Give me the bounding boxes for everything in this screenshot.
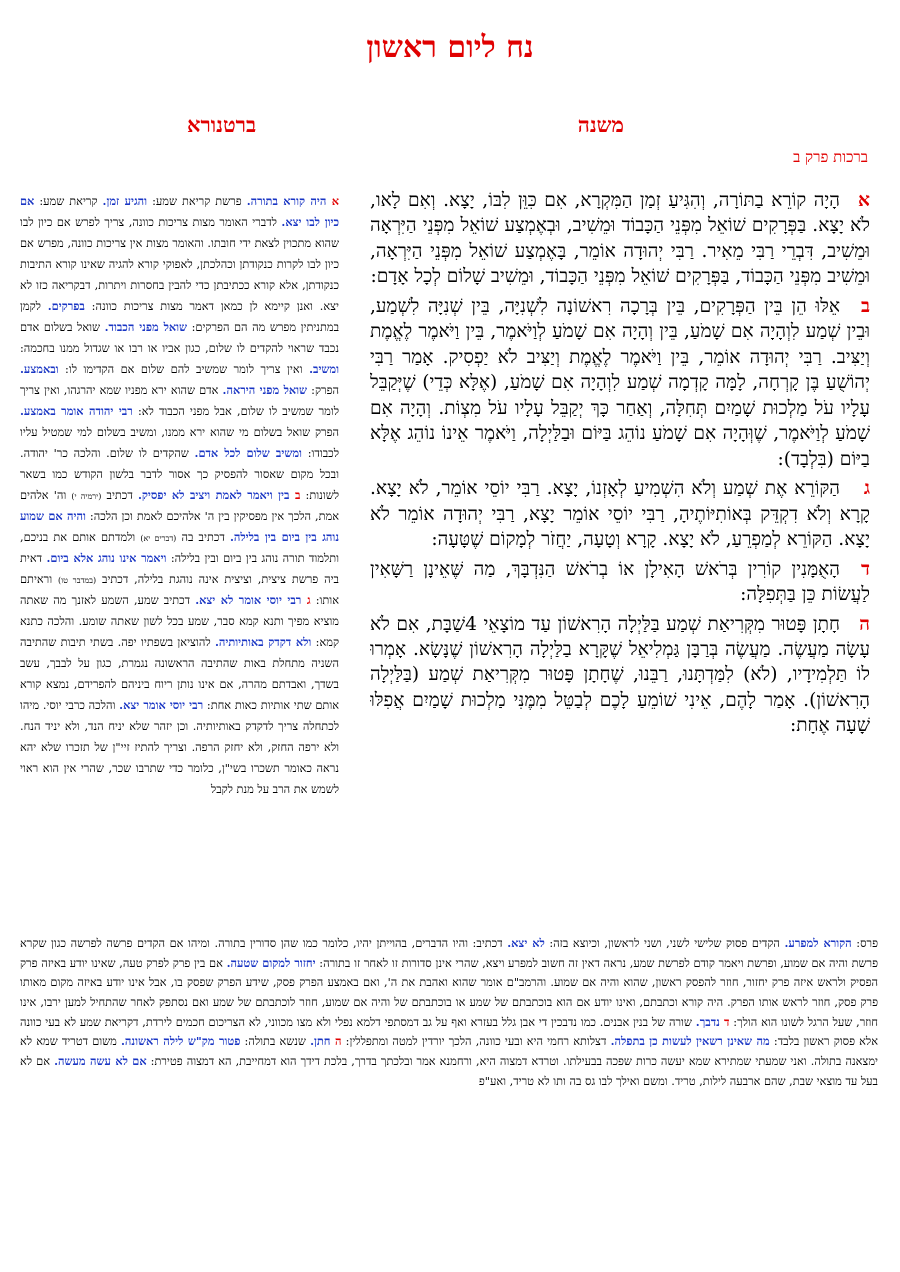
commentary-text: שנשא בתולה: [240,1035,311,1049]
dibbur-hamatchil: ויאמר אינו נוהג אלא ביום. [46,551,167,565]
dibbur-hamatchil: רבי יוסי אומר יצא. [119,698,204,712]
commentary-text: הפרק שואל בשלום מי שהוא ירא ממנו, ומשיב בשלום למי שמטיל עליו לכבודו: [20,426,339,460]
dibbur-hamatchil: והגיע זמן. [102,194,148,208]
mishna-number: ב [289,488,301,502]
mishna-text-column [370,188,870,928]
dibbur-hamatchil: והיה אם שמוע נוהג בין ביום בין בלילה. [20,509,339,544]
mishna-text: חָתָן פָּטוּר מִקְּרִיאַת שְׁמַע בַּלַּיְלָה הָרִאשׁוֹן עַד מוֹצָאֵי 4שַׁבָּת, אִם לֹא עָשָׂה מַעֲשֶׂה. מַעֲשֶׂה בְּרַבָּן גַּמְלִיאֵל שֶׁקָּרָא בַלַּיְלָה הָרִאשׁוֹן שֶׁנָּשָׂא. אָמְרוּ לוֹ תַּלְמִידָיו, (לֹא) לִמַּדְתָּנוּ, רַבֵּנוּ, שֶׁחָתָן פָּטוּר מִקְּרִיאַת שְׁמַע (בַּלַּיְלָה הָרִאשׁוֹן). אָמַר לָהֶם, אֵינִי שׁוֹמֵעַ לָכֶם לְבַטֵּל מִמֶּנִּי מַלְכוּת שָׁמַיִם אֲפִלּוּ שָׁעָה אֶחָת: [370,613,870,737]
dibbur-hamatchil: הקורא למפרע. [784,936,852,950]
source-citation: (ירמיה י) [71,492,102,501]
commentary-text: דצלותא רחמי היא ובעי כוונה, הלכך יורדין למטה ומתפללין: [341,1035,611,1049]
mishna-paragraph [370,188,870,290]
commentary-text: דכתיב בה [176,531,230,544]
commentary-text: להוציאן בשפתיו יפה. בשתי תיבות שהתיבה השניה מתחלת באות שהתיבה הראשונה נגמרת, כגון על לבבך, עשב בשדך, ואבדתם מהרה, אם אינו נותן ריוח ביניהם להפרידם, נמצא קורא אותם שתי אותיות כאות אחת: [20,636,339,712]
dibbur-hamatchil: שואל מפני היראה. [222,383,308,397]
source-citation: (דברים יא) [140,534,177,543]
commentary-text: פרשת קריאת שמע: [147,195,247,208]
commentary-text: פרס: [851,937,878,950]
dibbur-hamatchil: אם לא עשה מעשה. [54,1053,147,1068]
dibbur-hamatchil: ולא דקדק באותיותיה. [214,635,312,649]
commentary-text: ואין צריך לומר שמשיב להם שלום אם הקדימו לו: [58,363,310,376]
dibbur-hamatchil: היה קורא בתורה. [246,194,327,208]
mishna-heading: משנה [577,112,624,137]
dibbur-hamatchil: ובאמצע. [20,362,59,376]
mishna-number: ד [861,558,870,580]
dibbur-hamatchil: רבי יהודה אומר באמצע. [20,404,133,418]
commentary-text: וה' אלהים אמת, הלכך אין מפסיקין בין ה' אלהיכם לאמת וכן הלכה: [20,489,339,523]
commentary-text: שהקדים לו שלום. והלכה כר' יהודה. ובכל מקום שאסור להפסיק כך אסור לדבר בלשון הקודש כמו בשאר לשונות: [20,447,339,502]
dibbur-hamatchil: ומשיב. [309,362,339,376]
bartenura-continuation-text [20,934,878,1091]
dibbur-hamatchil: ומשיב שלום לכל אדם. [194,446,302,460]
commentary-text: שואל בשלום אדם נכבד שראוי להקדים לו שלום, כגון אביו או רבו או שגדול ממנו בחכמה: [20,321,339,355]
dibbur-hamatchil: חתן. [310,1034,331,1049]
dibbur-hamatchil: בין ויאמר לאמת ויציב לא יפסיק. [137,488,290,502]
dibbur-hamatchil: יחזור למקום שטעה. [226,955,316,970]
commentary-text: לקמן במתניתין מפרש מה הם הפרקים: [20,300,339,334]
dibbur-hamatchil: רבי יוסי אומר לא יצא. [195,593,302,607]
mishna-number: ג [863,478,870,500]
dibbur-hamatchil: אם כיון לבו יצא. [20,194,339,229]
commentary-text: אם לא בעל עד מוצאי שבת, שהם ארבעה לילות, טריד. ומשם ואילך לבו גס בה ותו לא טריד, ואע"פ [20,1054,878,1088]
chapter-reference: ברכות פרק ב [793,148,868,166]
commentary-text: שורה של בנין אבנים. כמו נדבכין די אבן גלל בעזרא ואף על גב דמסתפי דלמא נפלי ולא מצו מכווני, לא הצריכום חכמים לירדת, דקריאת שמע לא בעי כוונה אלא פסוק ראשון בלבד: [20,1015,878,1049]
commentary-text: דכתיב [101,489,138,502]
mishna-number: ג [301,593,311,607]
dibbur-hamatchil: נדבך. [695,1014,720,1029]
dibbur-hamatchil: לא יצא. [507,936,545,950]
mishna-text: הָיָה קוֹרֵא בַתּוֹרָה, וְהִגִּיעַ זְמַן הַמִּקְרָא, אִם כִּוֵּן לִבּוֹ, יָצָא. וְאִם לָאו, לֹא יָצָא. בַּפְּרָקִים שׁוֹאֵל מִפְּנֵי הַכָּבוֹד וּמֵשִׁיב, וּבְאֶמְצַע שׁוֹאֵל מִפְּנֵי הַיִּרְאָה וּמֵשִׁיב, דִּבְרֵי רַבִּי מֵאִיר. רַבִּי יְהוּדָה אוֹמֵר, בָּאֶמְצַע שׁוֹאֵל מִפְּנֵי הַיִּרְאָה, וּמֵשִׁיב מִפְּנֵי הַכָּבוֹד, בַּפְּרָקִים שׁוֹאֵל מִפְּנֵי הַכָּבוֹד, וּמֵשִׁיב שָׁלוֹם לְכָל אָדָם: [370,190,870,288]
bartenura-commentary-continuation [20,934,878,1112]
commentary-text: הקדים פסוק שלישי לשני, ושני לראשון, וכיוצא בזה: [544,937,785,950]
dibbur-hamatchil: מה שאינן רשאין לעשות כן בתפלה. [610,1034,770,1049]
mishna-paragraph [370,476,870,552]
commentary-text: הפרק: [307,384,339,397]
commentary-text: אדם שהוא ירא מפניו שמא יהרגהו, ואין צריך לומר שמשיב לו שלום, אבל מפני הכבוד לא: [20,384,339,418]
mishna-paragraph [370,557,870,608]
mishna-number: א [858,190,870,211]
commentary-text: דכתיב שמע, השמע לאזנך מה שאתה מוציא מפיך ותנא קמא סבר, שמע בכל לשון שאתה שומע. והלכה כתנא קמא: [20,594,339,649]
commentary-text: וראיתם אותו: [20,573,339,607]
mishna-text: הָאֻמָּנִין קוֹרִין בְּרֹאשׁ הָאִילָן אוֹ בְרֹאשׁ הַנִּדְבָּךְ, מַה שֶּׁאֵינָן רַשָּׁאִין לַעֲשׂוֹת כֵּן בַּתְּפִלָּה: [370,558,870,606]
commentary-text: קריאת שמע: [34,195,103,208]
commentary-text: דכתיב: והיו הדברים, בהוייתן יהיו, כלומר כמו שהן סדורין בתורה. ומיהו אם הקדים פרשה לפרשה כגון שקרא פרשת והיה אם שמוע, ופרשת ויאמר קודם לפרשת שמע, נראה דאין זה חשוב למפרע ויצא, שהרי אינן סדורות זו לאחר זו בתורה: [20,937,878,970]
bartenura-commentary-text [20,191,339,800]
bartenura-commentary-column [20,191,339,931]
commentary-text: דאית ביה פרשת ציצית, וציצית אינה נוהגת בלילה, דכתיב [20,552,339,586]
mishna-text: אֵלּוּ הֵן בֵּין הַפְּרָקִים, בֵּין בְּרָכָה רִאשׁוֹנָה לִשְׁנִיָּה, בֵּין שְׁנִיָּה לִשְׁמַע, וּבֵין שְׁמַע לִוְהָיָה אִם שָׁמֹעַ, בֵּין וְהָיָה אִם שָׁמֹעַ לְוַיֹּאמֶר, בֵּין וַיֹּאמֶר לֶאֱמֶת וְיַצִּיב. רַבִּי יְהוּדָה אוֹמֵר, בֵּין וַיֹּאמֶר לֶאֱמֶת וְיַצִּיב לֹא יַפְסִיק. אָמַר רַבִּי יְהוֹשֻׁעַ בֶּן קָרְחָה, לָמָּה קָדְמָה שְׁמַע לִוְהָיָה אִם שָׁמֹעַ, (אֶלָּא כְּדֵי) שֶׁיְּקַבֵּל עָלָיו עֹל מַלְכוּת שָׁמַיִם תְּחִלָּה, וְאַחַר כָּךְ יְקַבֵּל עָלָיו עֹל מִצְוֹת. וְהָיָה אִם שָׁמֹעַ לְוַיֹּאמֶר, שֶׁוְּהָיָה אִם שָׁמֹעַ נוֹהֵג בַּיּוֹם וּבַלַּיְלָה, וַיֹּאמֶר אֵינוֹ נוֹהֵג אֶלָּא בַיּוֹם (בִּלְבָד): [370,295,870,470]
page-title: נח ליום ראשון [366,30,534,65]
dibbur-hamatchil: שואל מפני הכבוד. [104,320,188,334]
mishna-paragraph [370,294,870,472]
source-citation: (במדבר טו) [57,576,97,585]
mishna-number: ד [719,1014,730,1029]
mishna-paragraph [370,612,870,739]
dibbur-hamatchil: בפרקים. [47,299,85,313]
dibbur-hamatchil: פטור מק"ש לילה ראשונה. [121,1034,241,1049]
commentary-text: אם בין פרק לפרק טעה, שאינו יודע באיזה פרק הפסיק ולראש איזה פרק יחזור, חוזר להפסק ראשון, שהוא והיה אם שמוע. והרמב"ם אומר שהוא ואהבת את ה', ואם באמצע הפרק פסק, שידע הפרק שפסק בו, אבל אינו יודע באיזה מקום מאותו פרק פסק, חוזר לראש אותו הפרק. היה קורא וכתבתם, ואינו יודע אם הוא בוכתבתם של שמע או בוכתבתם של והיה אם שמוע, חוזר לוכתבתם של שמע ואם נסתפק לאחר שהתחיל למען ירבו, אינו חוזר, שעל הרגל לשונו הוא הולך: [20,956,878,1029]
commentary-text: ולמדתם אותם את בניכם, ותלמוד תורה נוהג בין ביום ובין בלילה: [20,531,339,565]
mishna-number: א [326,194,339,208]
mishna-number: ה [859,613,870,635]
mishna-text: הַקּוֹרֵא אֶת שְׁמַע וְלֹא הִשְׁמִיעַ לְאָזְנוֹ, יָצָא. רַבִּי יוֹסֵי אוֹמֵר, לֹא יָצָא. קָרָא וְלֹא דִקְדֵּק בְּאוֹתִיּוֹתֶיהָ, רַבִּי יוֹסֵי אוֹמֵר יָצָא, רַבִּי יְהוּדָה אוֹמֵר לֹא יָצָא. הַקּוֹרֵא לְמַפְרֵעַ, לֹא יָצָא. קָרָא וְטָעָה, יַחֲזֹר לְמָקוֹם שֶׁטָּעָה: [370,478,870,551]
commentary-text: משום דטריד שמא לא ימצאנה בתולה. ואני שמעתי שמתירא שמא יעשה כרות שפכה בבעילתו. וטרדא דמצוה היא, ורחמנא אמר ובלכתך בדרך, בלכת דידך הוא דמחייבת, הא דמצוה פטירת: [20,1035,878,1068]
bartenura-heading: ברטנורא [187,112,257,137]
commentary-text: והלכה כרבי יוסי. מיהו לכתחלה צריך לדקדק באותיותיה. וכן יזהר שלא יניח הנד, ולא יניד הנח. ולא ירפה החזק, ולא יחזק הרפה. וצריך להתיז זיי"ן של תזכרו שלא יהא נראה כאומר תשכרו בשי"ן, כלומר כדי שתרבו שכר, שהרי אין הוא ראוי לשמש את הרב על מנת לקבל [20,699,339,796]
mishna-number: ה [330,1034,342,1049]
commentary-text: לדברי האומר מצות צריכות כוונה, צריך לפרש אם כיון לבו שהוא מתכוין לצאת ידי חובתו. והאומר מצות אין צריכות כוונה, מפרש אם כיון לבו לקרות כנקודתן וכהלכתן, לאפוקי קורא להגיה שאינו קורא התיבות כנקודתן, אלא קורא ככתיבתן כדי להבין בחסרות ויתרות, דבקריאה כזו לא יצא. ואנן קיימא לן כמאן דאמר מצות צריכות כוונה: [20,216,339,313]
mishna-number: ב [861,295,870,317]
